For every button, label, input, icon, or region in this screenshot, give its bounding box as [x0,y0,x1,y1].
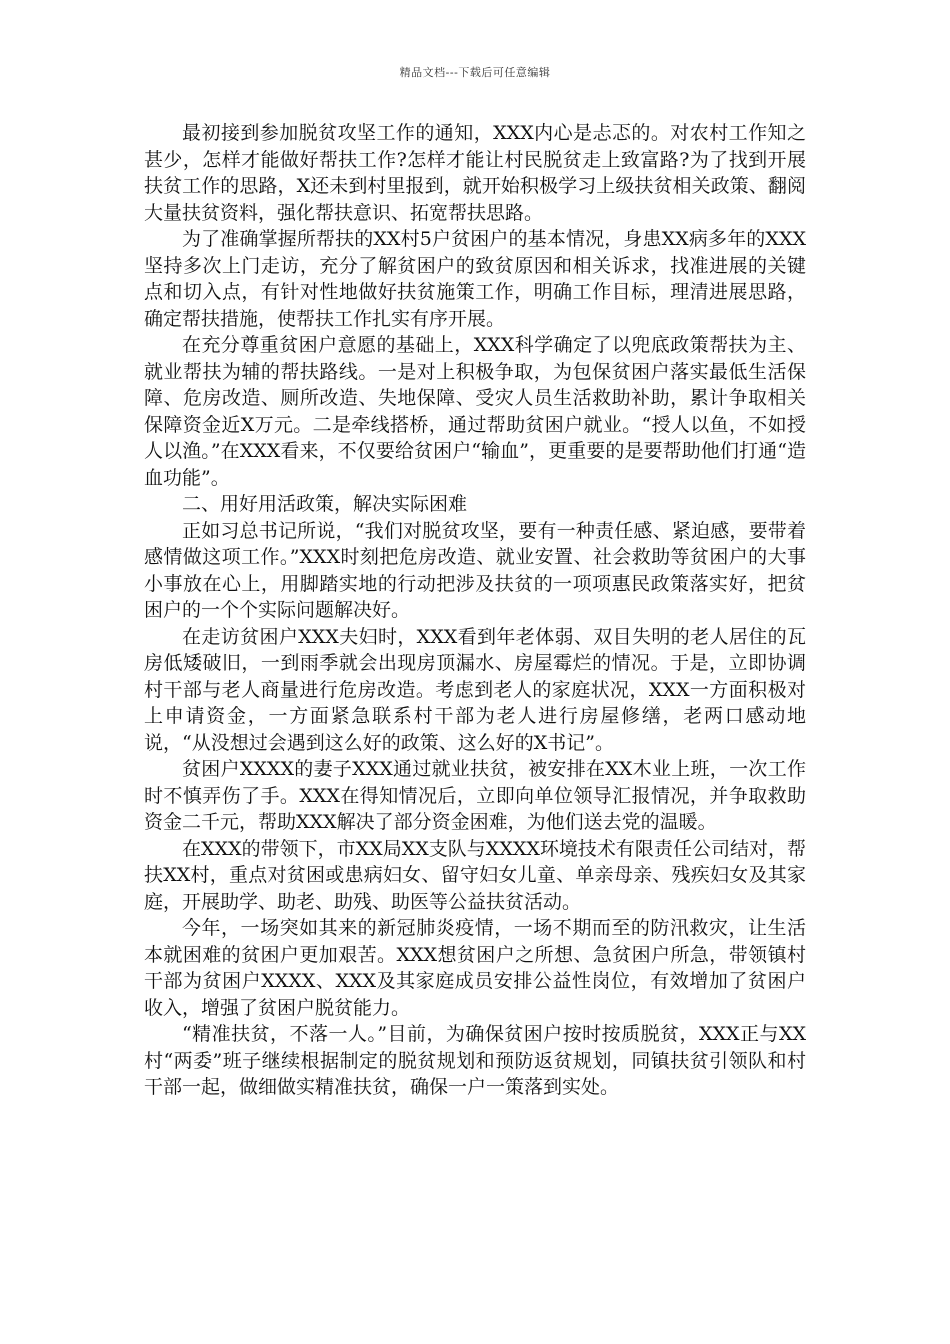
paragraph-1: 最初接到参加脱贫攻坚工作的通知，XXX内心是忐忑的。对农村工作知之甚少，怎样才能做好帮扶工作?怎样才能让村民脱贫走上致富路?为了找到开展扶贫工作的思路，X还未到村里报到，就开始积极学习上级扶贫相关政策、翻阅大量扶贫资料，强化帮扶意识、拓宽帮扶思路。 [144,122,806,224]
document-body [144,120,806,1101]
page-header: 精品文档---下载后可任意编辑 [399,66,551,79]
paragraph-4: 正如习总书记所说，“我们对脱贫攻坚，要有一种责任感、紧迫感，要带着感情做这项工作。”XXX时刻把危房改造、就业安置、社会救助等贫困户的大事小事放在心上，用脚踏实地的行动把涉及扶贫的一项项惠民政策落实好，把贫困户的一个个实际问题解决好。 [144,519,806,621]
paragraph-7: 在XXX的带领下，市XX局XX支队与XXXX环境技术有限责任公司结对，帮扶XX村，重点对贫困或患病妇女、留守妇女儿童、单亲母亲、残疾妇女及其家庭，开展助学、助老、助残、助医等公益扶贫活动。 [144,837,806,913]
paragraph-9: “精准扶贫，不落一人。”目前，为确保贫困户按时按质脱贫，XXX正与XX村“两委”班子继续根据制定的脱贫规划和预防返贫规划，同镇扶贫引领队和村干部一起，做细做实精准扶贫，确保一户一策落到实处。 [144,1023,806,1098]
paragraph-5: 在走访贫困户XXX夫妇时，XXX看到年老体弱、双目失明的老人居住的瓦房低矮破旧，一到雨季就会出现房顶漏水、房屋霉烂的情况。于是，立即协调村干部与老人商量进行危房改造。考虑到老人的家庭状况，XXX一方面积极对上申请资金，一方面紧急联系村干部为老人进行房屋修缮，老两口感动地说，“从没想过会遇到这么好的政策、这么好的X书记”。 [144,625,806,754]
paragraph-2: 为了准确掌握所帮扶的XX村5户贫困户的基本情况，身患XX病多年的XXX坚持多次上门走访，充分了解贫困户的致贫原因和相关诉求，找准进展的关键点和切入点，有针对性地做好扶贫施策工作，明确工作目标，理清进展思路，确定帮扶措施，使帮扶工作扎实有序开展。 [144,228,806,330]
paragraph-3: 在充分尊重贫困户意愿的基础上，XXX科学确定了以兜底政策帮扶为主、就业帮扶为辅的帮扶路线。一是对上积极争取，为包保贫困户落实最低生活保障、危房改造、厕所改造、失地保障、受灾人员生活救助补助，累计争取相关保障资金近X万元。二是牵线搭桥，通过帮助贫困户就业。“授人以鱼，不如授人以渔。”在XXX看来，不仅要给贫困户“输血”，更重要的是要帮助他们打通“造血功能”。 [144,334,806,489]
section-heading: 二、用好用活政策，解决实际困难 [182,493,468,515]
paragraph-8: 今年，一场突如其来的新冠肺炎疫情，一场不期而至的防汛救灾，让生活本就困难的贫困户更加艰苦。XXX想贫困户之所想、急贫困户所急，带领镇村干部为贫困户XXXX、XXX及其家庭成员安排公益性岗位，有效增加了贫困户收入，增强了贫困户脱贫能力。 [144,917,806,1019]
paragraph-6: 贫困户XXXX的妻子XXX通过就业扶贫，被安排在XX木业上班，一次工作时不慎弄伤了手。XXX在得知情况后，立即向单位领导汇报情况，并争取救助资金二千元，帮助XXX解决了部分资金困难，为他们送去党的温暖。 [144,758,806,833]
